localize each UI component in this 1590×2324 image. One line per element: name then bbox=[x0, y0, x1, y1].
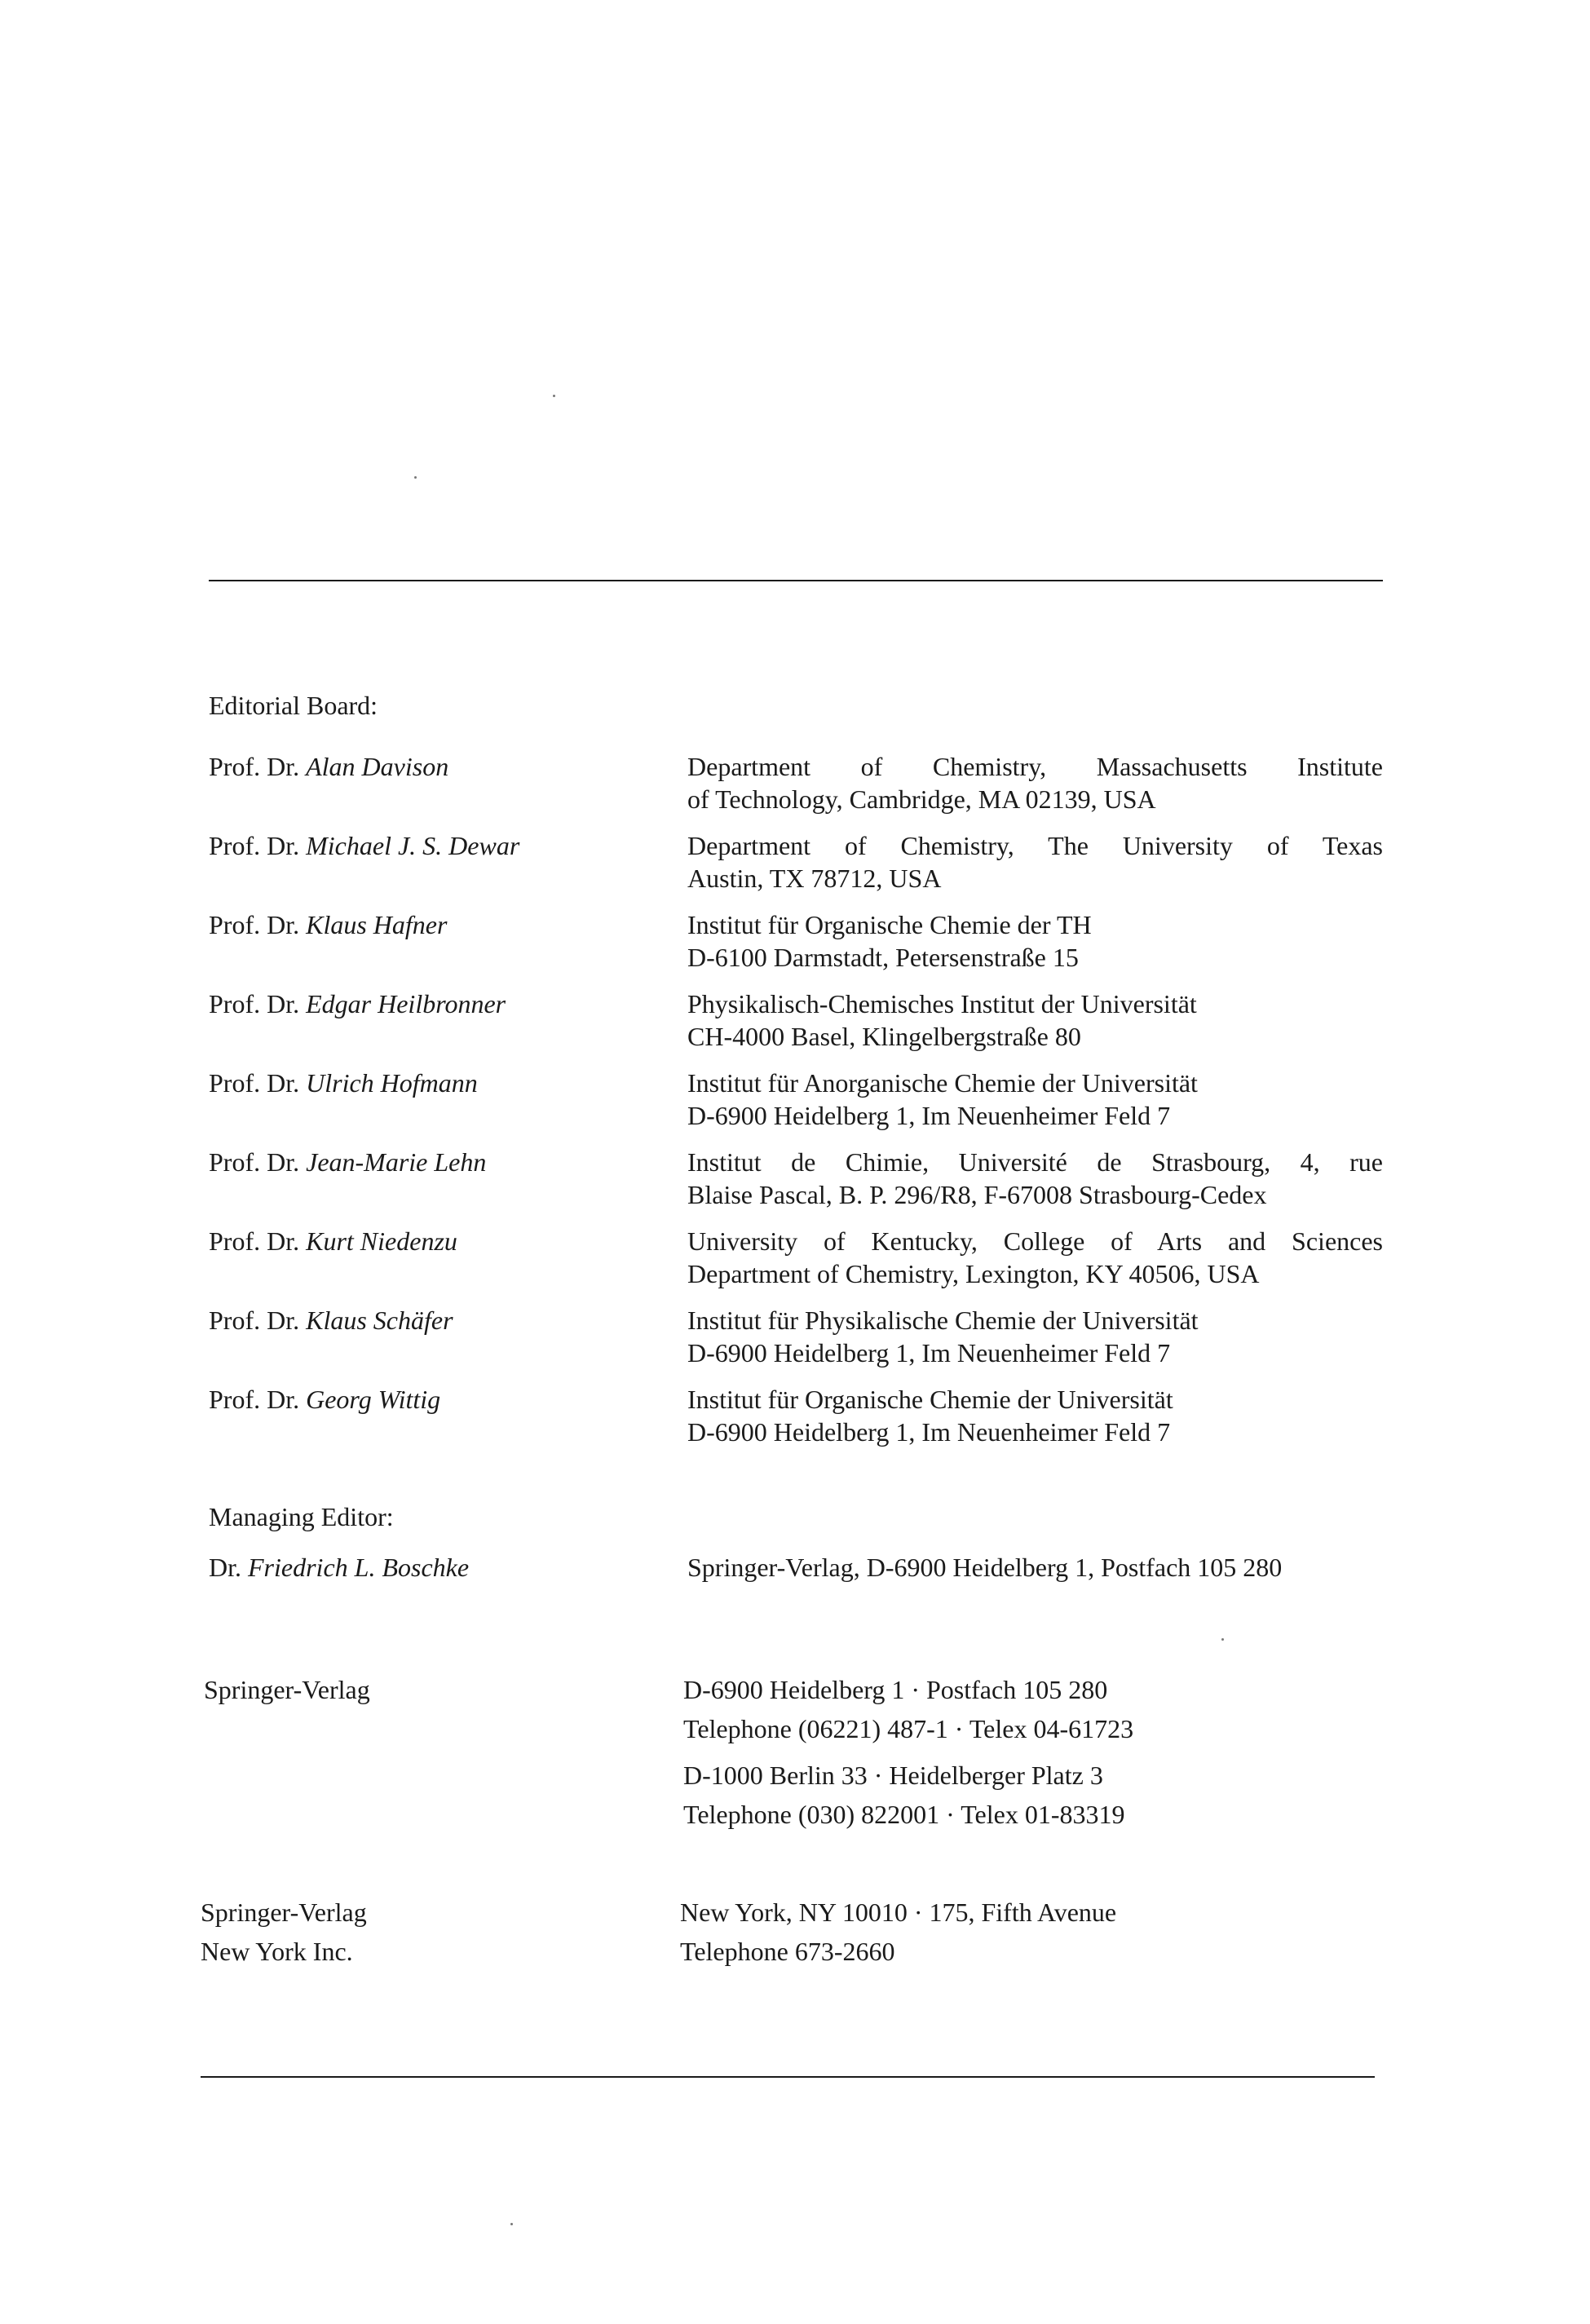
member-name bbox=[209, 987, 506, 1020]
address-line-1: Institut für Organische Chemie der Universität bbox=[687, 1385, 1173, 1414]
address-line-1: Institut de Chimie, Université de Strasbourg, 4, rue bbox=[687, 1147, 1383, 1177]
member-address bbox=[687, 750, 1383, 815]
publisher-address-line: Telephone (06221) 487-1 · Telex 04-61723 bbox=[683, 1714, 1134, 1743]
address-line-1: Institut für Organische Chemie der TH bbox=[687, 910, 1092, 939]
address-line-1: Department of Chemistry, The University of Texas bbox=[687, 831, 1383, 860]
address-line-2: D-6900 Heidelberg 1, Im Neuenheimer Feld 7 bbox=[687, 1338, 1171, 1367]
address-line-2: CH-4000 Basel, Klingelbergstraße 80 bbox=[687, 1022, 1081, 1051]
publisher-ny-name-line-2: New York Inc. bbox=[201, 1937, 353, 1966]
editorial-board-heading: Editorial Board: bbox=[209, 691, 378, 720]
member-title: Prof. Dr. bbox=[209, 989, 300, 1018]
publisher-address-line: D-6900 Heidelberg 1 · Postfach 105 280 bbox=[683, 1675, 1108, 1704]
address-line-2: D-6900 Heidelberg 1, Im Neuenheimer Feld 7 bbox=[687, 1101, 1171, 1130]
address-line-2: Department of Chemistry, Lexington, KY 40506, USA bbox=[687, 1259, 1260, 1288]
managing-editor-heading: Managing Editor: bbox=[209, 1502, 394, 1531]
publisher-address-line: Telephone (030) 822001 · Telex 01-83319 bbox=[683, 1800, 1125, 1829]
address-line-2: D-6100 Darmstadt, Petersenstraße 15 bbox=[687, 943, 1079, 972]
member-name bbox=[209, 1146, 486, 1178]
member-person: Michael J. S. Dewar bbox=[306, 831, 520, 860]
member-address bbox=[687, 987, 1383, 1053]
member-person: Edgar Heilbronner bbox=[306, 989, 506, 1018]
address-line-1: Institut für Physikalische Chemie der Universität bbox=[687, 1306, 1199, 1335]
member-address bbox=[687, 1225, 1383, 1290]
address-line-1: Physikalisch-Chemisches Institut der Universität bbox=[687, 989, 1197, 1018]
member-title: Prof. Dr. bbox=[209, 752, 300, 781]
member-name bbox=[209, 1225, 457, 1257]
speck bbox=[1221, 1638, 1224, 1641]
publisher-ny-name: Springer-Verlag bbox=[201, 1898, 367, 1927]
member-title: Prof. Dr. bbox=[209, 1147, 300, 1177]
member-person: Ulrich Hofmann bbox=[306, 1068, 478, 1098]
member-person: Klaus Schäfer bbox=[306, 1306, 453, 1335]
member-name bbox=[209, 1383, 440, 1416]
address-line-1: Institut für Anorganische Chemie der Universität bbox=[687, 1068, 1198, 1098]
managing-editor-address: Springer-Verlag, D-6900 Heidelberg 1, Postfach 105 280 bbox=[687, 1553, 1283, 1582]
member-name bbox=[209, 908, 447, 941]
bottom-rule bbox=[201, 2076, 1375, 2078]
top-rule bbox=[209, 580, 1383, 581]
publisher-address-line: D-1000 Berlin 33 · Heidelberger Platz 3 bbox=[683, 1761, 1103, 1790]
member-address bbox=[687, 1067, 1383, 1132]
member-person: Jean-Marie Lehn bbox=[306, 1147, 487, 1177]
member-person: Kurt Niedenzu bbox=[306, 1226, 457, 1256]
address-line-2: Austin, TX 78712, USA bbox=[687, 864, 942, 893]
member-title: Prof. Dr. bbox=[209, 1226, 300, 1256]
managing-editor-person: Friedrich L. Boschke bbox=[248, 1553, 470, 1582]
member-address bbox=[687, 1146, 1383, 1211]
address-line-2: of Technology, Cambridge, MA 02139, USA bbox=[687, 784, 1156, 814]
publisher-ny-address-line: Telephone 673-2660 bbox=[680, 1937, 895, 1966]
member-address bbox=[687, 1304, 1383, 1369]
publisher-name: Springer-Verlag bbox=[204, 1675, 370, 1704]
member-name bbox=[209, 829, 519, 862]
member-address bbox=[687, 908, 1383, 974]
member-title: Prof. Dr. bbox=[209, 1385, 300, 1414]
address-line-2: D-6900 Heidelberg 1, Im Neuenheimer Feld 7 bbox=[687, 1417, 1171, 1447]
managing-editor-title: Dr. bbox=[209, 1553, 241, 1582]
address-line-2: Blaise Pascal, B. P. 296/R8, F-67008 Strasbourg-Cedex bbox=[687, 1180, 1267, 1209]
address-line-1: Department of Chemistry, Massachusetts Institute bbox=[687, 752, 1383, 781]
managing-editor-name bbox=[209, 1551, 469, 1584]
member-address bbox=[687, 829, 1383, 895]
member-title: Prof. Dr. bbox=[209, 910, 300, 939]
speck bbox=[553, 395, 555, 397]
address-line-1: University of Kentucky, College of Arts and Sciences bbox=[687, 1226, 1383, 1256]
speck bbox=[414, 476, 417, 479]
speck bbox=[510, 2223, 513, 2225]
member-title: Prof. Dr. bbox=[209, 1068, 300, 1098]
member-person: Georg Wittig bbox=[306, 1385, 441, 1414]
member-address bbox=[687, 1383, 1383, 1448]
member-name bbox=[209, 750, 448, 783]
member-name bbox=[209, 1067, 478, 1099]
member-title: Prof. Dr. bbox=[209, 831, 300, 860]
member-person: Alan Davison bbox=[306, 752, 449, 781]
member-person: Klaus Hafner bbox=[306, 910, 448, 939]
member-title: Prof. Dr. bbox=[209, 1306, 300, 1335]
publisher-ny-address-line: New York, NY 10010 · 175, Fifth Avenue bbox=[680, 1898, 1117, 1927]
member-name bbox=[209, 1304, 453, 1337]
